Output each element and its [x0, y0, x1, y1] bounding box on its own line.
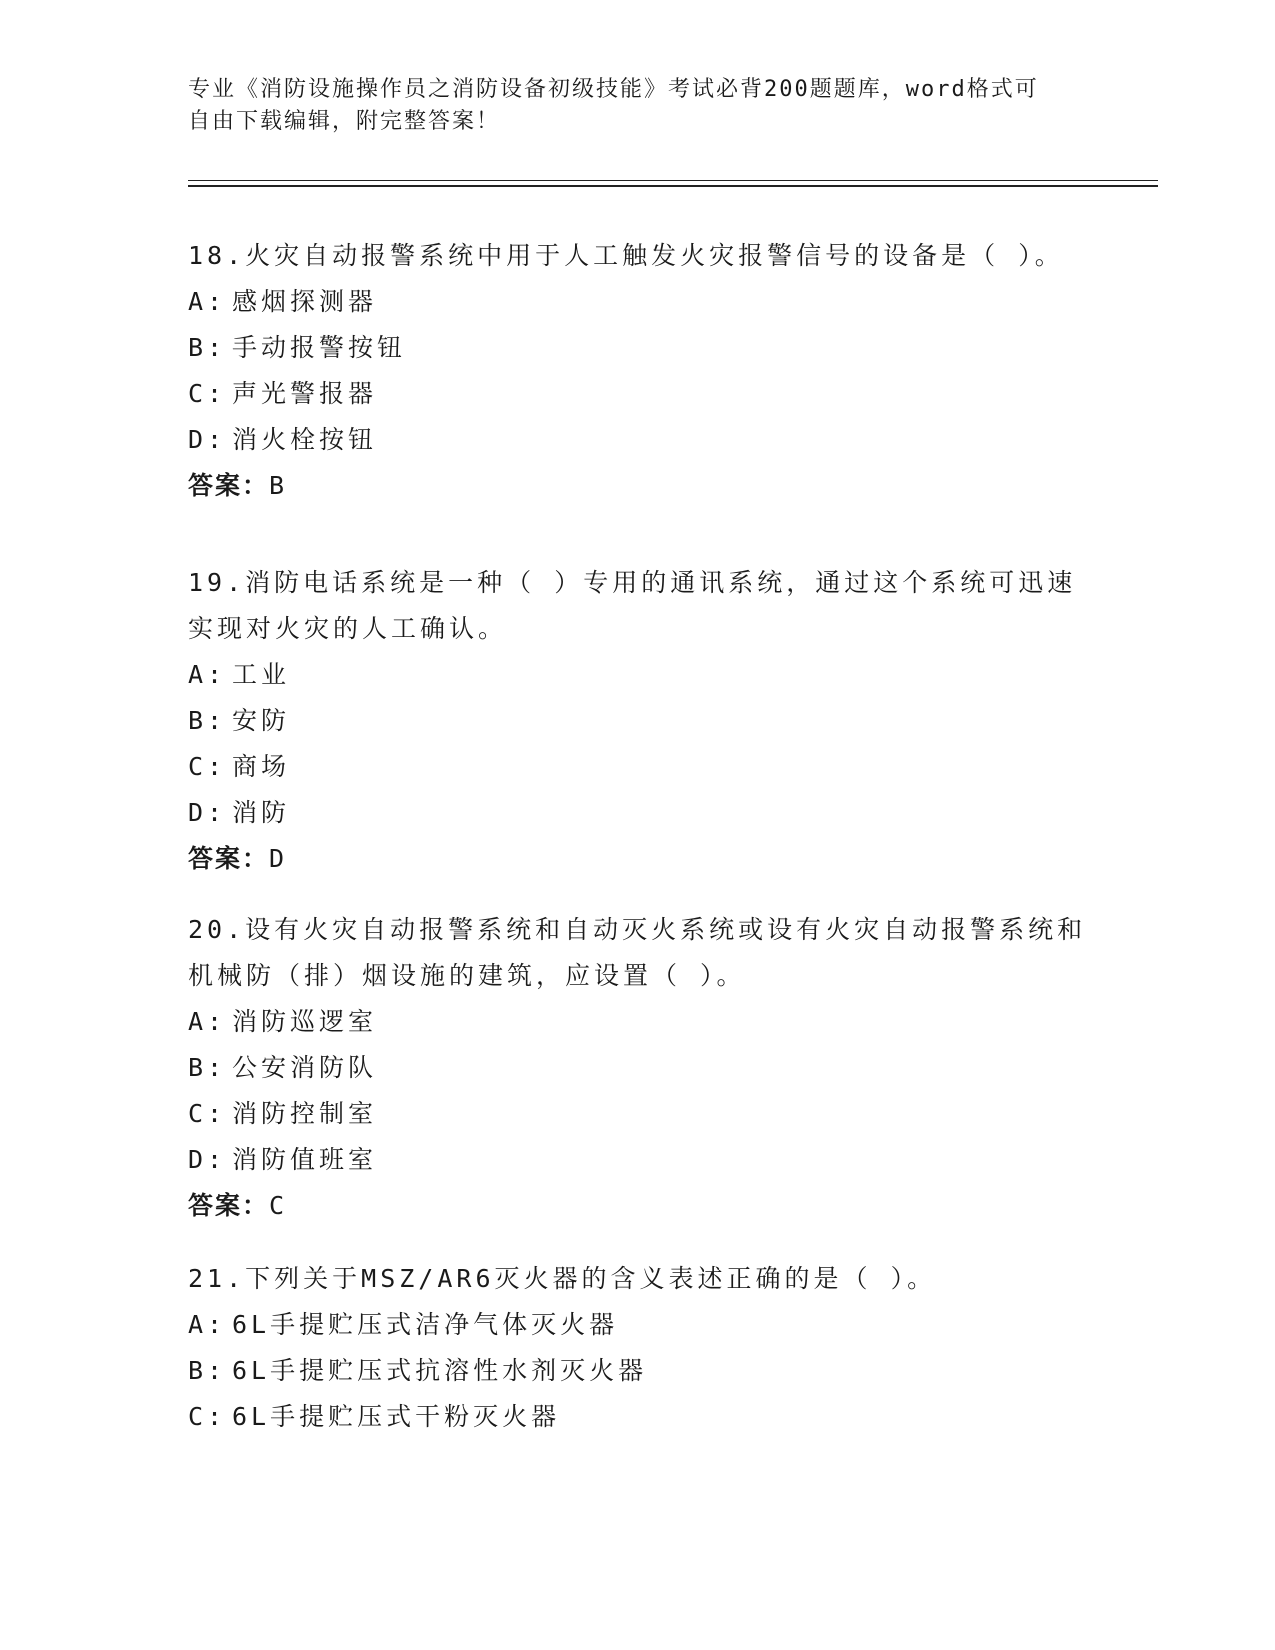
header-divider-top	[188, 180, 1158, 181]
option-b	[188, 1045, 1088, 1091]
option-text: 消防控制室	[232, 1099, 378, 1128]
option-text: 6L手提贮压式洁净气体灭火器	[232, 1310, 619, 1339]
question-stem: 19.消防电话系统是一种（ ）专用的通讯系统，通过这个系统可迅速实现对火灾的人工确认。	[188, 568, 1077, 643]
option-c	[188, 371, 1088, 417]
option-d	[188, 417, 1088, 463]
option-key: A:	[188, 1007, 227, 1036]
option-key: A:	[188, 660, 227, 689]
option-text: 商场	[232, 752, 291, 781]
option-text: 感烟探测器	[232, 287, 378, 316]
header-line-1: 专业《消防设施操作员之消防设备初级技能》考试必背200题题库，word格式可	[188, 77, 1039, 102]
option-key: C:	[188, 752, 227, 781]
option-key: C:	[188, 1402, 227, 1431]
option-a	[188, 279, 1088, 325]
option-text: 安防	[232, 706, 291, 735]
answer-line	[188, 836, 1088, 882]
option-d	[188, 790, 1088, 836]
header-line-2: 自由下载编辑，附完整答案！	[188, 109, 501, 134]
option-text: 消防巡逻室	[232, 1007, 378, 1036]
option-text: 6L手提贮压式干粉灭火器	[232, 1402, 561, 1431]
question-21	[188, 1256, 1088, 1440]
option-d	[188, 1137, 1088, 1183]
answer-line	[188, 1183, 1088, 1229]
option-text: 消防	[232, 798, 291, 827]
option-text: 公安消防队	[232, 1053, 378, 1082]
option-key: B:	[188, 1053, 227, 1082]
question-stem: 20.设有火灾自动报警系统和自动灭火系统或设有火灾自动报警系统和机械防（排）烟设施的建筑，应设置（ ）。	[188, 915, 1087, 990]
question-stem: 18.火灾自动报警系统中用于人工触发火灾报警信号的设备是（ ）。	[188, 241, 1064, 270]
option-key: D:	[188, 798, 227, 827]
answer-value: D	[269, 844, 287, 873]
option-key: B:	[188, 706, 227, 735]
option-b	[188, 325, 1088, 371]
question-stem: 21.下列关于MSZ/AR6灭火器的含义表述正确的是（ ）。	[188, 1264, 937, 1293]
header-divider-bottom	[188, 185, 1158, 187]
option-b	[188, 1348, 1088, 1394]
option-text: 手动报警按钮	[232, 333, 407, 362]
option-a	[188, 999, 1088, 1045]
answer-label: 答案：	[188, 844, 270, 873]
answer-value: B	[269, 471, 287, 500]
option-text: 消防值班室	[232, 1145, 378, 1174]
question-18	[188, 233, 1088, 509]
answer-value: C	[269, 1191, 287, 1220]
option-key: D:	[188, 1145, 227, 1174]
option-key: B:	[188, 333, 227, 362]
option-text: 6L手提贮压式抗溶性水剂灭火器	[232, 1356, 648, 1385]
option-key: C:	[188, 1099, 227, 1128]
option-b	[188, 698, 1088, 744]
question-20	[188, 907, 1088, 1229]
option-c	[188, 1091, 1088, 1137]
option-key: C:	[188, 379, 227, 408]
option-key: A:	[188, 287, 227, 316]
answer-label: 答案：	[188, 471, 270, 500]
option-c	[188, 744, 1088, 790]
option-text: 声光警报器	[232, 379, 378, 408]
option-a	[188, 652, 1088, 698]
answer-line	[188, 463, 1088, 509]
question-19	[188, 560, 1088, 882]
answer-label: 答案：	[188, 1191, 270, 1220]
option-key: D:	[188, 425, 227, 454]
option-text: 消火栓按钮	[232, 425, 378, 454]
option-a	[188, 1302, 1088, 1348]
option-text: 工业	[232, 660, 291, 689]
option-key: A:	[188, 1310, 227, 1339]
option-c	[188, 1394, 1088, 1440]
option-key: B:	[188, 1356, 227, 1385]
document-header	[188, 74, 1068, 138]
